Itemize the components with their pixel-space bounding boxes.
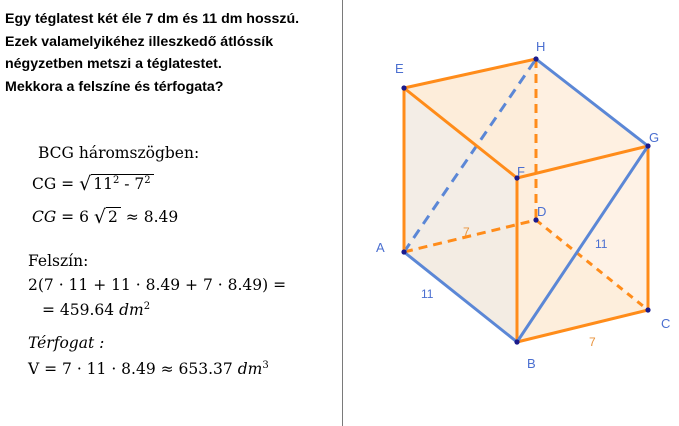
- cg2-radicand: 2: [106, 207, 121, 226]
- label-H: H: [536, 39, 546, 54]
- label-A: A: [376, 240, 385, 255]
- length-AB: 11: [421, 287, 434, 301]
- cuboid-diagram: [343, 0, 679, 426]
- triangle-label: BCG háromszögben:: [38, 144, 200, 162]
- cg-minus: -: [119, 175, 135, 193]
- surface-unit: dm: [119, 301, 144, 319]
- problem-line-1: Egy téglatest két éle 7 dm és 11 dm hosszú.: [5, 11, 300, 27]
- cg-exp-b: 2: [144, 174, 151, 186]
- volume-unit: dm: [237, 360, 263, 378]
- volume-label: Térfogat :: [28, 334, 105, 352]
- cg-radicand-b: 7: [134, 175, 145, 193]
- cg-formula: [32, 172, 154, 194]
- surface-result-value: = 459.64: [42, 301, 120, 319]
- surface-expression: 2(7 · 11 + 11 · 8.49 + 7 · 8.49) =: [28, 276, 287, 294]
- problem-line-3: négyzetben metszi a téglatestet.: [5, 56, 222, 72]
- length-AD: 7: [463, 225, 470, 239]
- label-G: G: [649, 130, 660, 145]
- cg-sqrt: √ $11^2 - 7^2$: [79, 172, 154, 194]
- label-D: D: [537, 204, 547, 219]
- problem-line-4: Mekkora a felszíne és térfogata?: [5, 78, 224, 95]
- point-A: [401, 249, 406, 254]
- point-E: [401, 85, 406, 90]
- label-B: B: [527, 356, 536, 371]
- volume-expr-value: V = 7 · 11 · 8.49 ≈ 653.37: [28, 360, 238, 378]
- point-C: [645, 307, 650, 312]
- label-E: E: [395, 61, 404, 76]
- point-H: [533, 56, 538, 61]
- cg2-lhs: CG: [32, 208, 57, 226]
- length-BC: 7: [589, 335, 596, 349]
- problem-statement: [5, 8, 340, 98]
- problem-line-2: Ezek valamelyikéhez illeszkedő átlóssík: [5, 33, 274, 50]
- cg2-rhs: ≈ 8.49: [120, 208, 179, 226]
- surface-label: Felszín:: [28, 252, 89, 270]
- cg2-mid: = 6: [56, 208, 94, 226]
- surface-unit-exp: 2: [143, 300, 151, 312]
- point-B: [514, 339, 519, 344]
- cg-lhs: CG =: [32, 175, 75, 193]
- cg-radicand-a: 11: [93, 175, 113, 193]
- label-C: C: [661, 316, 671, 331]
- volume-expression: [28, 360, 269, 378]
- surface-result: [42, 301, 150, 319]
- length-DC: 11: [595, 237, 608, 251]
- cg-result: [32, 205, 178, 227]
- cg2-sqrt: √ 2: [94, 205, 121, 227]
- cg-exp-a: 2: [112, 174, 120, 186]
- label-F: F: [517, 164, 525, 179]
- volume-unit-exp: 3: [262, 359, 269, 371]
